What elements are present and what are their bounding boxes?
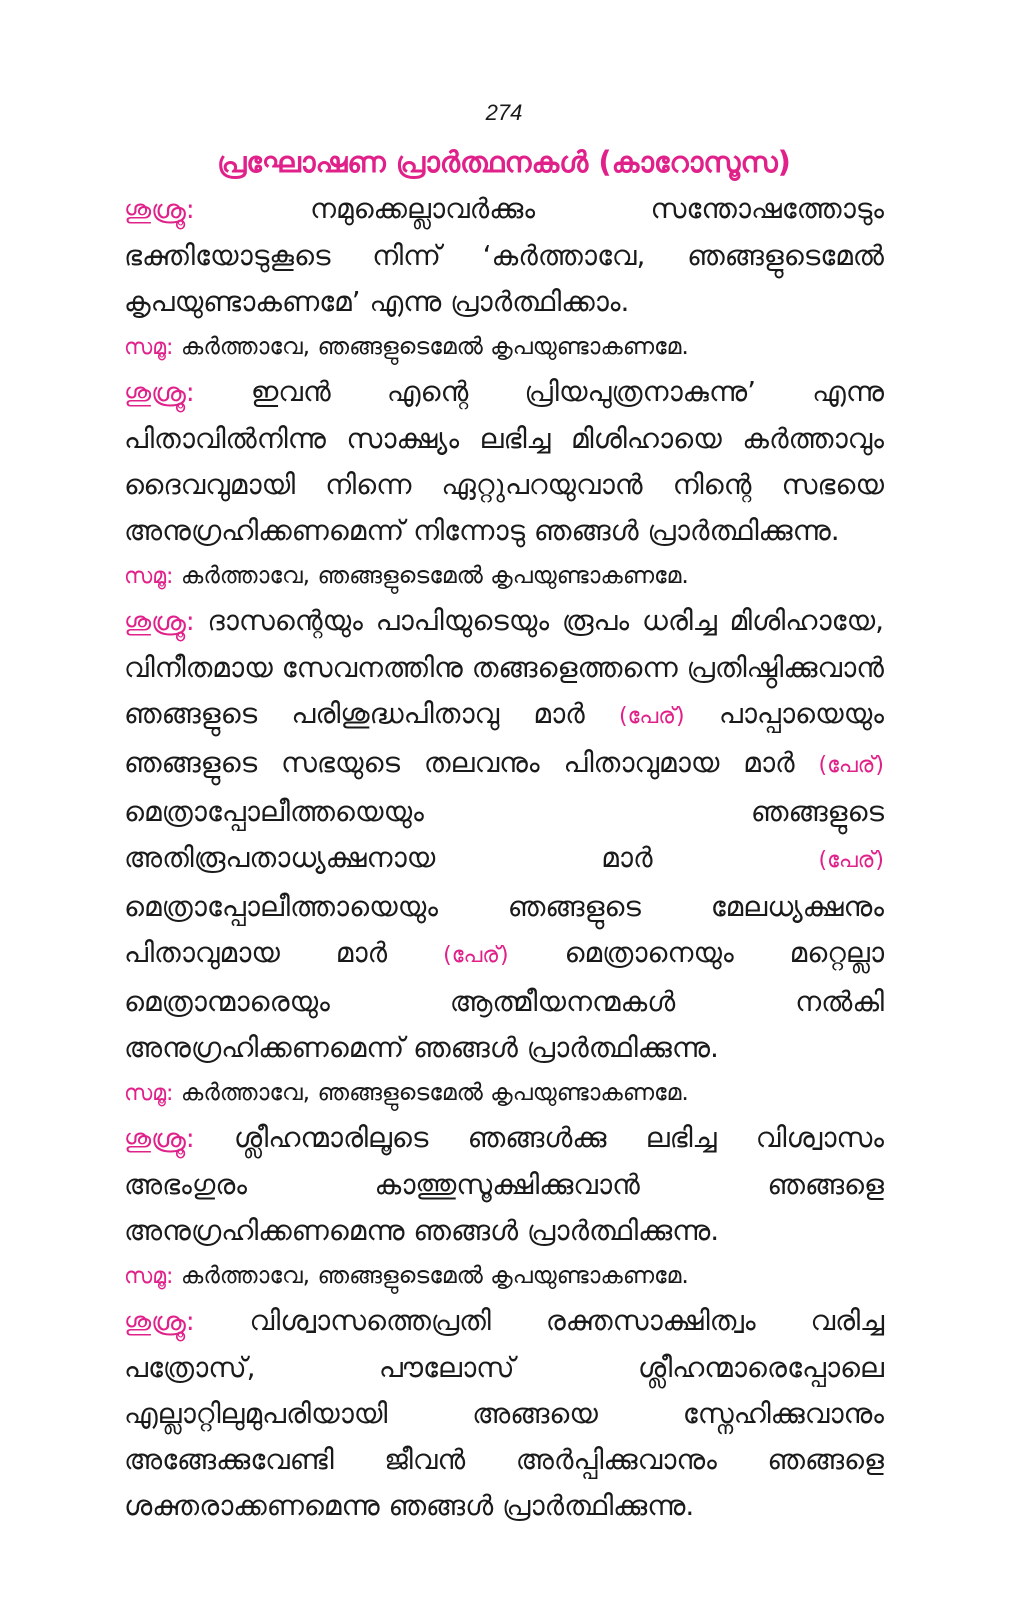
deacon-prayer-4: [124, 1115, 884, 1254]
people-response-1: [124, 327, 884, 367]
prayer-text-part: പാപ്പായെയും ഞങ്ങളുടെ സഭയുടെ തലവനും പിതാവുമായ മാർ: [124, 697, 884, 779]
speaker-label: ശുശ്രൂ:: [124, 195, 195, 225]
speaker-label: സമൂ:: [124, 1081, 174, 1106]
deacon-prayer-5: [124, 1298, 884, 1529]
prayer-text-part: മെത്രാപ്പോലീത്തയെയും ഞങ്ങളുടെ അതിരൂപതാധ്യക്ഷനായ മാർ: [124, 795, 884, 874]
response-text: കർത്താവേ, ഞങ്ങളുടെമേൽ കൃപയുണ്ടാകണമേ.: [180, 561, 689, 589]
speaker-label: ശുശ്രൂ:: [124, 1124, 195, 1154]
people-response-4: [124, 1256, 884, 1296]
deacon-prayer-3: [124, 598, 884, 1071]
name-placeholder: (പേര്): [443, 943, 509, 968]
speaker-label: ശുശ്രൂ:: [124, 378, 195, 408]
name-placeholder: (പേര്): [818, 753, 884, 778]
prayer-text-part: ദാസന്റെയും പാപിയുടെയും രൂപം ധരിച്ച മിശിഹായേ, വിനീതമായ സേവനത്തിനു തങ്ങളെത്തന്നെ പ്രതിഷ്ഠിക്കുവാൻ ഞങ്ങളുടെ പരിശുദ്ധപിതാവു മാർ: [124, 604, 884, 730]
speaker-label: ശുശ്രൂ:: [124, 607, 195, 637]
prayer-text-part: മെത്രാനെയും മറ്റെല്ലാ മെത്രാന്മാരെയും ആത്മീയനന്മകൾ നൽകി അനുഗ്രഹിക്കണമെന്ന് ഞങ്ങൾ പ്രാർത്ഥിക്കുന്നു.: [124, 936, 884, 1064]
page-number: 274: [485, 100, 523, 125]
response-text: കർത്താവേ, ഞങ്ങളുടെമേൽ കൃപയുണ്ടാകണമേ.: [180, 332, 689, 360]
speaker-label: സമൂ:: [124, 564, 174, 589]
prayer-text: ഇവൻ എന്റെ പ്രിയപുത്രനാകുന്നു’ എന്നു പിതാവിൽനിന്നു സാക്ഷ്യം ലഭിച്ച മിശിഹായെ കർത്താവും ദൈവവുമായി നിന്നെ ഏറ്റുപറയുവാൻ നിന്റെ സഭയെ അനുഗ്രഹിക്കണമെന്ന് നിന്നോടു ഞങ്ങൾ പ്രാർത്ഥിക്കുന്നു.: [124, 375, 884, 547]
response-text: കർത്താവേ, ഞങ്ങളുടെമേൽ കൃപയുണ്ടാകണമേ.: [180, 1078, 689, 1106]
prayer-text: ശ്ലീഹന്മാരിലൂടെ ഞങ്ങൾക്കു ലഭിച്ച വിശ്വാസം അഭംഗുരം കാത്തുസൂക്ഷിക്കുവാൻ ഞങ്ങളെ അനുഗ്രഹിക്കണമെന്നു ഞങ്ങൾ പ്രാർത്ഥിക്കുന്നു.: [124, 1121, 884, 1247]
name-placeholder: (പേര്): [818, 848, 884, 873]
name-placeholder: (പേര്): [619, 704, 685, 729]
section-heading: പ്രഘോഷണ പ്രാർത്ഥനകൾ (കാറോസൂസ): [217, 145, 791, 179]
book-page: [124, 96, 884, 1529]
deacon-prayer-1: [124, 186, 884, 325]
response-text: കർത്താവേ, ഞങ്ങളുടെമേൽ കൃപയുണ്ടാകണമേ.: [180, 1261, 689, 1289]
speaker-label: സമൂ:: [124, 1264, 174, 1289]
deacon-prayer-2: [124, 369, 884, 554]
speaker-label: സമൂ:: [124, 335, 174, 360]
speaker-label: ശുശ്രൂ:: [124, 1307, 195, 1337]
people-response-2: [124, 556, 884, 596]
prayer-text: വിശ്വാസത്തെപ്രതി രക്തസാക്ഷിത്വം വരിച്ച പത്രോസ്, പൗലോസ് ശ്ലീഹന്മാരെപ്പോലെ എല്ലാറ്റിലുമുപരിയായി അങ്ങയെ സ്നേഹിക്കുവാനും അങ്ങേക്കുവേണ്ടി ജീവൻ അർപ്പിക്കുവാനും ഞങ്ങളെ ശക്തരാക്കണമെന്നു ഞങ്ങൾ പ്രാർത്ഥിക്കുന്നു.: [124, 1304, 885, 1522]
prayer-text: നമുക്കെല്ലാവർക്കും സന്തോഷത്തോടും ഭക്തിയോടുകൂടെ നിന്ന് ‘കർത്താവേ, ഞങ്ങളുടെമേൽ കൃപയുണ്ടാകണമേ’ എന്നു പ്രാർത്ഥിക്കാം.: [124, 192, 884, 318]
prayer-text-part: മെത്രാപ്പോലീത്തായെയും ഞങ്ങളുടെ മേലധ്യക്ഷനും പിതാവുമായ മാർ: [124, 890, 884, 969]
people-response-3: [124, 1073, 884, 1113]
